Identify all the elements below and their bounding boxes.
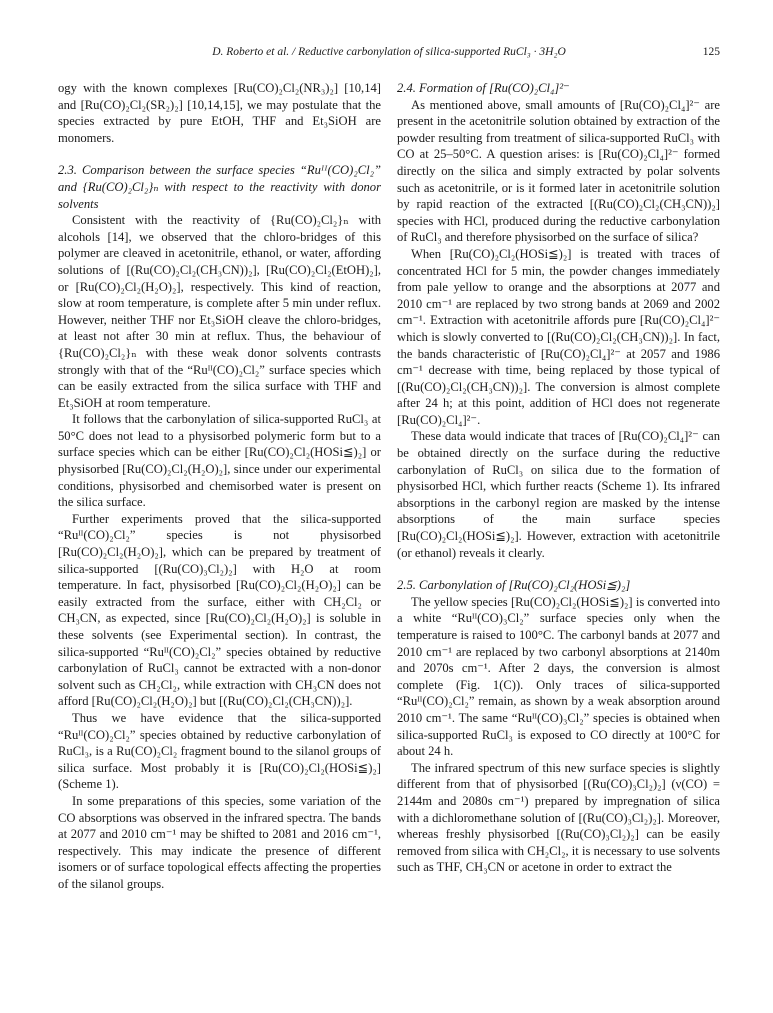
section-heading-2-5: 2.5. Carbonylation of [Ru(CO)₂Cl₂(HOSi≦)₂] <box>397 578 631 593</box>
running-title: D. Roberto et al. / Reductive carbonylation of silica-supported RuCl₃ · 3H₂O <box>212 46 566 58</box>
paragraph-continued: ogy with the known complexes [Ru(CO)₂Cl₂(NR₃)₂] [10,14] and [Ru(CO)₂Cl₂(SR₂)₂] [10,14,15], we may postulate that the species extracted by pure EtOH, THF and Et₃SiOH are monomers. <box>58 81 381 145</box>
paragraph: These data would indicate that traces of [Ru(CO)₂Cl₄]²⁻ can be obtained directly on the surface during the reductive carbonylation of RuCl₃ on silica due to the formation of physisorbed HCl, which further reacts (Scheme 1). Its infrared absorptions in the carbonyl region are masked by the intense absorptions of the main surface species [Ru(CO)₂Cl₂(HOSi≦)₂]. However, extraction with acetonitrile (or ethanol) reveals it clearly. <box>397 429 720 560</box>
paragraph: Consistent with the reactivity of {Ru(CO)₂Cl₂}ₙ with alcohols [14], we observed that the chloro-bridges of this polymer are cleaved in acetonitrile, ethanol, or water, affording solutions of [(Ru(CO)₂Cl₂(CH₃CN))₂], [Ru(CO)₂Cl₂(EtOH)₂], or [Ru(CO)₂Cl₂(H₂O)₂], respectively. This kind of reaction, slow at room temperature, is complete after 5 min under reflux. However, neither THF nor Et₃SiOH cleave the chloro-bridges, at least not after 30 min at reflux. Thus, the behaviour of {Ru(CO)₂Cl₂}ₙ with these weak donor solvents contrasts strongly with that of the “Ruᴵᴵ(CO)₂Cl₂” surface species which can be easily extracted from the silica surface with THF and Et₃SiOH at room temperature. <box>58 213 381 410</box>
section-heading-2-3: 2.3. Comparison between the surface species “Ruᴵᴵ(CO)₂Cl₂” and {Ru(CO)₂Cl₂}ₙ with respect to the reactivity with donor solvents <box>58 163 381 211</box>
paragraph: Further experiments proved that the silica-supported “Ruᴵᴵ(CO)₂Cl₂” species is not physisorbed [Ru(CO)₂Cl₂(H₂O)₂], which can be prepared by treatment of silica-supported [(Ru(CO)₃Cl₂)₂] with H₂O at room temperature. In fact, physisorbed [Ru(CO)₂Cl₂(H₂O)₂] can be easily extracted from the surface, either with CH₂Cl₂ or CH₃CN, as expected, since [Ru(CO)₂Cl₂(H₂O)₂] is soluble in these solvents (see Experimental section). In contrast, the silica-supported “Ruᴵᴵ(CO)₂Cl₂” species obtained by reductive carbonylation of RuCl₃ cannot be extracted with a non-donor solvent such as CH₂Cl₂, while extraction with CH₃CN does not afford [Ru(CO)₂Cl₂(H₂O)₂] but [(Ru(CO)₂Cl₂(CH₃CN))₂]. <box>58 511 381 709</box>
section-heading-2-4: 2.4. Formation of [Ru(CO)₂Cl₄]²⁻ <box>397 81 570 95</box>
paragraph: When [Ru(CO)₂Cl₂(HOSi≦)₂] is treated with traces of concentrated HCl for 5 min, the powder changes immediately from pale yellow to orange and the absorptions at 2077 and 2010 cm⁻¹ are replaced by two strong bands at 2069 and 2002 cm⁻¹. Extraction with acetonitrile affords pure [Ru(CO)₂Cl₄]²⁻ which is slowly converted to [(Ru(CO)₂Cl₂(CH₃CN))₂]. In fact, the bands characteristic of [Ru(CO)₂Cl₄]²⁻ at 2057 and 1986 cm⁻¹ decrease with time, being replaced by those typical of [(Ru(CO)₂Cl₂(CH₃CN))₂]. The conversion is almost complete after 24 h; at this point, addition of HCl does not regenerate [Ru(CO)₂Cl₄]²⁻. <box>397 246 720 427</box>
page-number: 125 <box>702 46 720 58</box>
paragraph: It follows that the carbonylation of silica-supported RuCl₃ at 50°C does not lead to a physisorbed polymeric form but to a surface species which can be either [Ru(CO)₂Cl₂(HOSi≦)₂] or physisorbed [Ru(CO)₂Cl₂(H₂O)₂], since under our experimental conditions, physisorbed and chemisorbed water is present on the silica surface. <box>58 412 381 510</box>
paragraph: In some preparations of this species, some variation of the CO absorptions was observed in the infrared spectra. The bands at 2077 and 2010 cm⁻¹ may be shifted to 2081 and 2016 cm⁻¹, respectively. This may indicate the presence of different isomers or of surface topological effects affecting the properties of the silanol groups. <box>58 793 381 891</box>
paragraph: Thus we have evidence that the silica-supported “Ruᴵᴵ(CO)₂Cl₂” species obtained by reductive carbonylation of RuCl₃, is a Ru(CO)₂Cl₂ fragment bound to the silanol groups of silica surface. Most probably it is [Ru(CO)₂Cl₂(HOSi≦)₂] (Scheme 1). <box>58 710 381 792</box>
left-column <box>58 80 381 893</box>
right-column <box>397 80 720 876</box>
paragraph: The yellow species [Ru(CO)₂Cl₂(HOSi≦)₂] is converted into a white “Ruᴵᴵ(CO)₃Cl₂” surface species only when the temperature is raised to 100°C. The carbonyl bands at 2077 and 2010 cm⁻¹ are replaced by two carbonyl absorptions at 2140m and 2070s cm⁻¹. After 2 days, the conversion is almost complete (Fig. 1(C)). Only traces of silica-supported “Ruᴵᴵ(CO)₂Cl₂” remain, as shown by a weak absorption around 2010 cm⁻¹. The same “Ruᴵᴵ(CO)₃Cl₂” species is obtained when silica-supported RuCl₃ is exposed to CO directly at 100°C for about 24 h. <box>397 594 720 759</box>
running-header <box>58 46 720 62</box>
paragraph: As mentioned above, small amounts of [Ru(CO)₂Cl₄]²⁻ are present in the acetonitrile solution obtained by extraction of the powder resulting from treatment of silica-supported RuCl₃ with CO at 25–50°C. A question arises: is [Ru(CO)₂Cl₄]²⁻ formed directly on the silica and simply extracted by polar solvents such as acetonitrile, or is it formed later in acetonitrile solution by rapid reaction of the extracted [(Ru(CO)₂Cl₂(CH₃CN))₂] species with HCl, produced during the reductive carbonylation of RuCl₃ and therefore physisorbed on the surface of silica? <box>397 97 720 245</box>
paragraph: The infrared spectrum of this new surface species is slightly different from that of physisorbed [(Ru(CO)₃Cl₂)₂] (ν(CO) = 2144m and 2080s cm⁻¹) prepared by impregnation of silica with a dichloromethane solution of [(Ru(CO)₃Cl₂)₂]. Moreover, whereas freshly physisorbed [(Ru(CO)₃Cl₂)₂] can be easily removed from silica with CH₂Cl₂, it is necessary to use solvents such as THF, CH₃CN or acetone in order to extract the <box>397 760 720 875</box>
